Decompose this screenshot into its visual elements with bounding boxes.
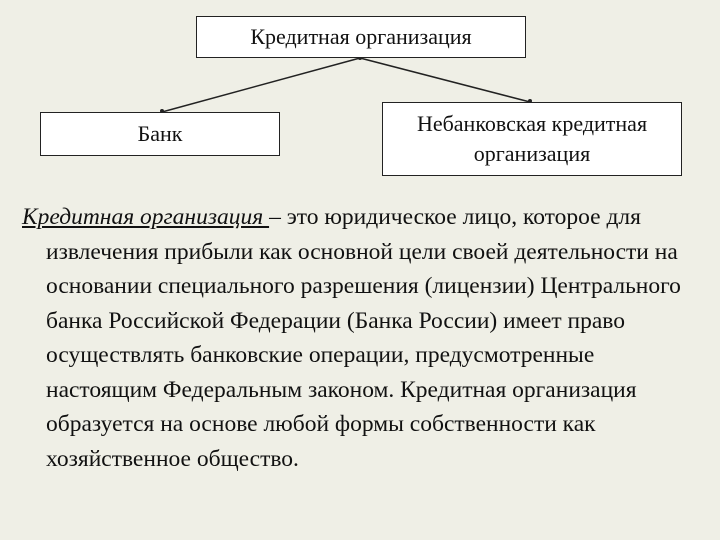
definition-term: Кредитная организация [22, 204, 270, 230]
root-node-credit-organization [196, 16, 526, 58]
connector-root-to-nonbank [360, 58, 530, 102]
nonbank-node-label: Небанковская кредитная организация [416, 111, 648, 166]
connector-root-to-bank [162, 58, 360, 112]
definition-text: – это юридическое лицо, которое для извлечения прибыли как основной цели своей деятельности на основании специального разрешения (лицензии) Центрального банка Российской Федерации (Банка России) имеет право осуществлять банковские операции, предусмотренные настоящим Федеральным законом. Кредитная организация образуется на основе любой формы собственности как хозяйственное общество. [46, 204, 681, 472]
bank-node-label: Банк [137, 121, 183, 146]
child-node-bank [40, 112, 280, 156]
root-node-label: Кредитная организация [250, 24, 472, 49]
definition-paragraph [22, 200, 698, 476]
child-node-nonbank-credit-organization [382, 102, 682, 176]
